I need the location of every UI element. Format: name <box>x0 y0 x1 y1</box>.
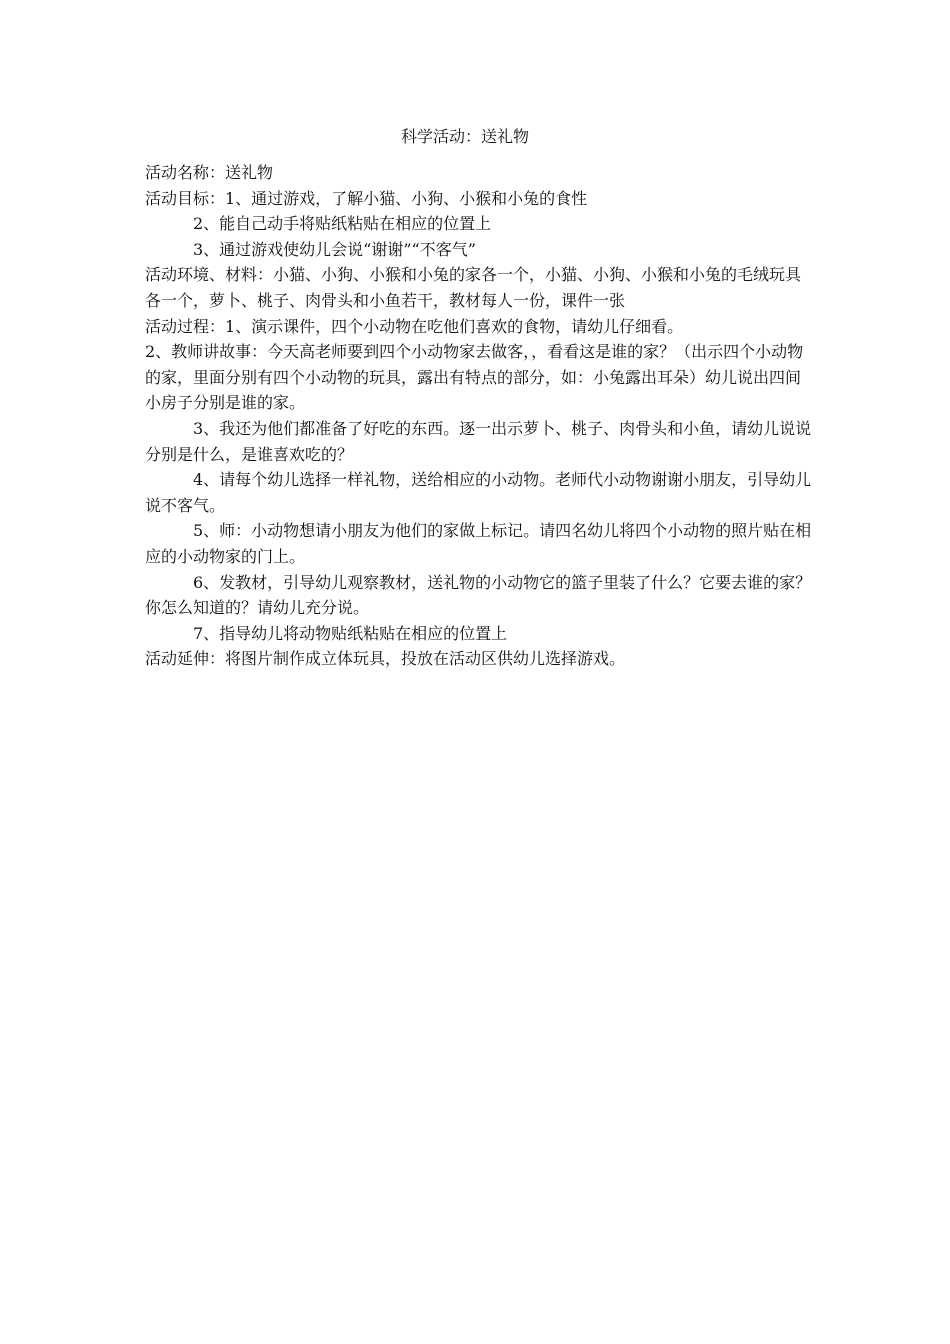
paragraph-extension: 活动延伸：将图片制作成立体玩具，投放在活动区供幼儿选择游戏。 <box>145 649 626 669</box>
paragraph-process-6: 6、发教材，引导幼儿观察教材，送礼物的小动物它的篮子里装了什么？它要去谁的家？你怎么知道的？请幼儿充分说。 <box>145 572 812 618</box>
paragraph-process-7: 7、指导幼儿将动物贴纸粘贴在相应的位置上 <box>193 623 508 643</box>
paragraph-goal-1: 活动目标：1、通过游戏，了解小猫、小狗、小猴和小兔的食性 <box>145 188 588 208</box>
paragraph-materials: 活动环境、材料：小猫、小狗、小猴和小兔的家各一个，小猫、小狗、小猴和小兔的毛绒玩具各一个，萝卜、桃子、肉骨头和小鱼若干，教材每人一份，课件一张 <box>145 265 802 310</box>
document-body <box>145 160 815 672</box>
paragraph-goal-3: 3、通过游戏使幼儿会说“谢谢”“不客气” <box>193 239 476 259</box>
paragraph-process-2: 2、教师讲故事：今天高老师要到四个小动物家去做客，，看看这是谁的家？（出示四个小动物的家，里面分别有四个小动物的玩具，露出有特点的部分，如：小兔露出耳朵）幼儿说出四间小房子分别是谁的家。 <box>145 342 804 413</box>
document-title: 科学活动：送礼物 <box>400 127 529 146</box>
paragraph-process-1: 活动过程：1、演示课件，四个小动物在吃他们喜欢的食物，请幼儿仔细看。 <box>145 316 684 336</box>
paragraph-process-5: 5、师：小动物想请小朋友为他们的家做上标记。请四名幼儿将四个小动物的照片贴在相应的小动物家的门上。 <box>145 521 812 566</box>
paragraph-process-4: 4、请每个幼儿选择一样礼物，送给相应的小动物。老师代小动物谢谢小朋友，引导幼儿说不客气。 <box>145 470 812 515</box>
paragraph-goal-2: 2、能自己动手将贴纸粘贴在相应的位置上 <box>193 214 492 234</box>
document-page <box>145 124 815 672</box>
paragraph-activity-name: 活动名称：送礼物 <box>145 163 274 182</box>
paragraph-process-3: 3、我还为他们都准备了好吃的东西。逐一出示萝卜、桃子、肉骨头和小鱼，请幼儿说说分别是什么，是谁喜欢吃的？ <box>145 418 812 464</box>
